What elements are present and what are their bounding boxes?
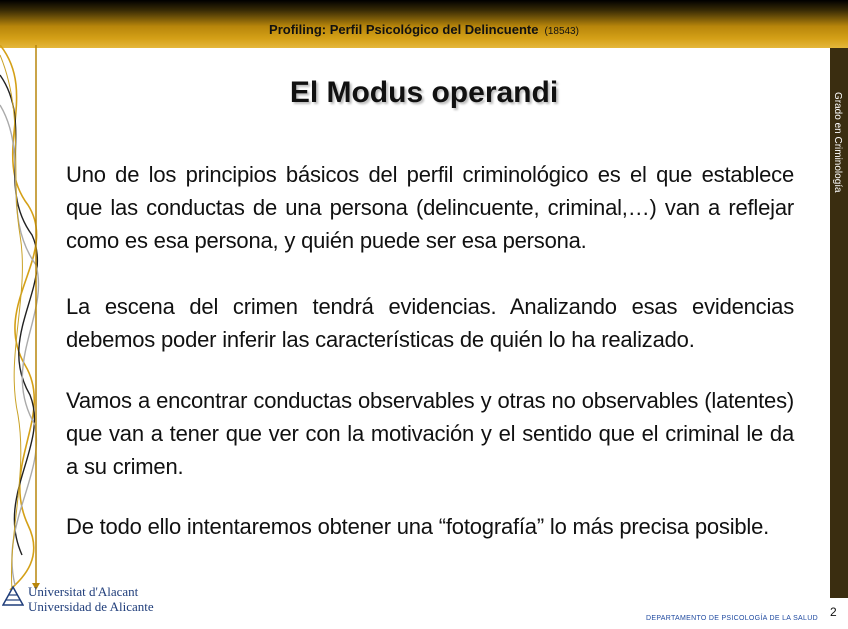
course-code: (18543)	[544, 26, 579, 37]
course-header	[0, 22, 848, 37]
slide-title: El Modus operandi	[289, 76, 559, 109]
paragraph-1: Uno de los principios básicos del perfil criminológico es el que establece que las conductas de una persona (delincuente, criminal,…) van a reflejar como es esa persona, y quién puede ser esa persona.	[66, 162, 794, 253]
university-logo-icon	[2, 584, 24, 608]
paragraph-3: Vamos a encontrar conductas observables y otras no observables (latentes) que van a tener que ver con la motivación y el sentido que el criminal le da a su crimen.	[66, 388, 794, 479]
decorative-waves	[0, 45, 60, 590]
department-label: DEPARTAMENTO DE PSICOLOGÍA DE LA SALUD	[646, 615, 818, 622]
paragraph-2: La escena del crimen tendrá evidencias. Analizando esas evidencias debemos poder inferir las características de quién lo ha realizado.	[66, 294, 794, 352]
university-name-valencian: Universitat d'Alacant	[28, 584, 139, 599]
degree-label: Grado en Criminología	[832, 92, 843, 193]
page-number: 2	[830, 605, 837, 619]
university-name-spanish: Universidad de Alicante	[28, 599, 154, 614]
course-title: Profiling: Perfil Psicológico del Delincuente	[269, 22, 539, 37]
paragraph-4: De todo ello intentaremos obtener una “fotografía” lo más precisa posible.	[66, 514, 770, 539]
